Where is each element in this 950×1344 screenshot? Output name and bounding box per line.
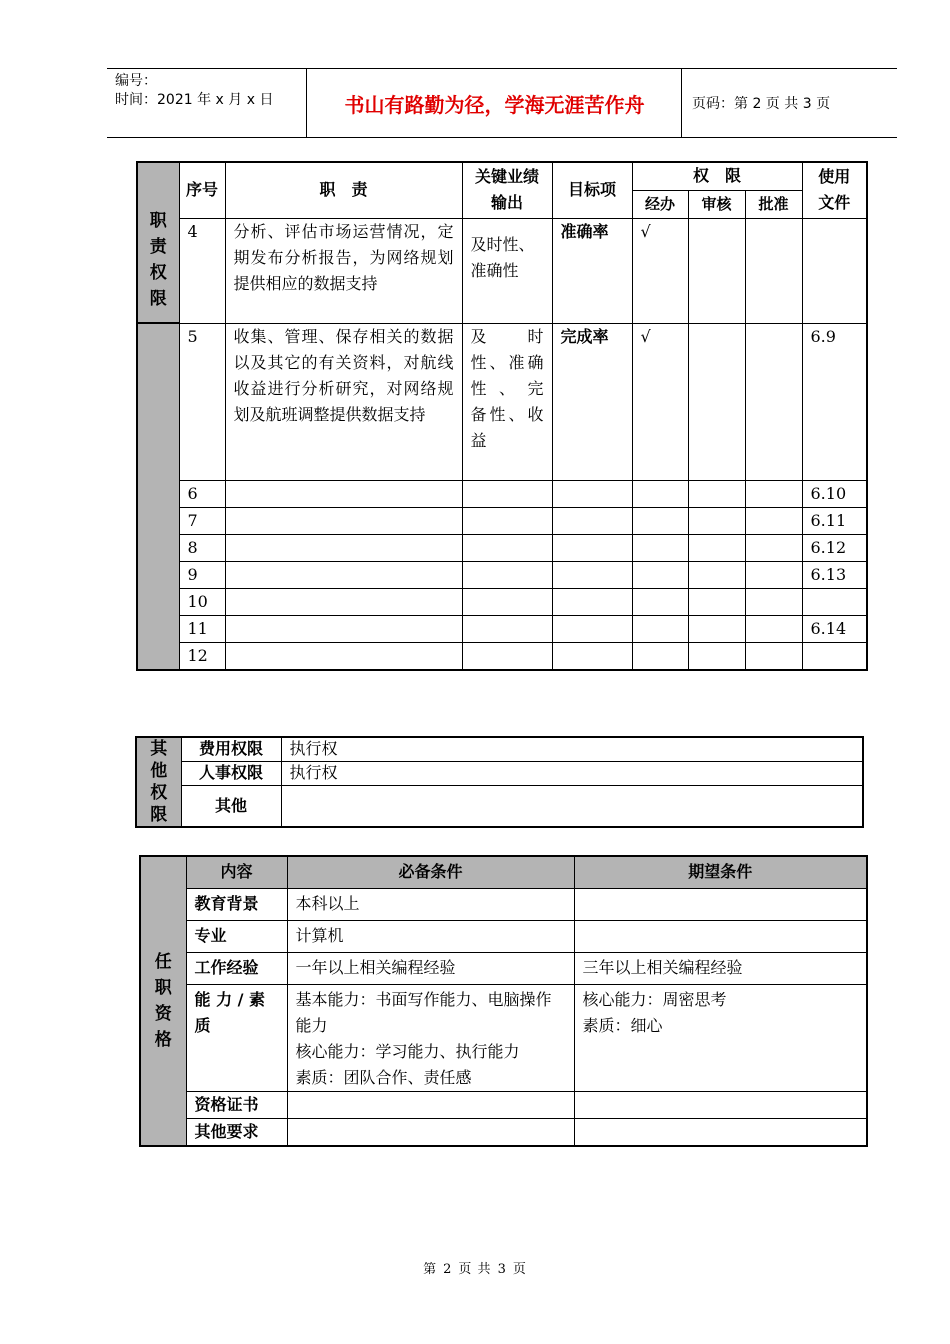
row-target: 完成率 <box>552 323 632 480</box>
row-kpi <box>462 642 552 670</box>
col-expected: 期望条件 <box>574 856 867 888</box>
row-kpi: 及 时性、准确性、完 备性、收益 <box>462 323 552 480</box>
qual-expected: 核心能力：周密思考 素质：细心 <box>574 984 867 1091</box>
row-seq: 10 <box>179 588 225 615</box>
doc-code: 编号： <box>115 73 157 89</box>
row-review <box>688 561 745 588</box>
footer-page-number: 2 <box>443 1262 453 1277</box>
qualifications-table <box>139 855 868 1147</box>
row-approve <box>745 218 802 323</box>
qual-label: 资格证书 <box>186 1091 287 1118</box>
row-seq: 5 <box>179 323 225 480</box>
doc-time: 时间：2021 年 x 月 x 日 <box>115 92 274 108</box>
col-kpi: 关键业绩输出 <box>462 162 552 218</box>
qual-required: 计算机 <box>287 920 574 952</box>
qual-label: 其他要求 <box>186 1118 287 1146</box>
other-rights-label: 人事权限 <box>181 761 281 785</box>
row-duty <box>225 534 462 561</box>
row-kpi: 及时性、准确性 <box>462 218 552 323</box>
row-handle <box>632 480 688 507</box>
col-required: 必备条件 <box>287 856 574 888</box>
row-handle: √ <box>632 218 688 323</box>
row-kpi <box>462 615 552 642</box>
page-footer <box>0 1258 950 1277</box>
row-approve <box>745 480 802 507</box>
other-rights-section-label: 其他权限 <box>136 737 181 827</box>
row-review <box>688 507 745 534</box>
col-seq: 序号 <box>179 162 225 218</box>
row-review <box>688 615 745 642</box>
other-rights-label: 费用权限 <box>181 737 281 761</box>
qual-required: 一年以上相关编程经验 <box>287 952 574 984</box>
qual-expected <box>574 888 867 920</box>
row-seq: 6 <box>179 480 225 507</box>
row-seq: 7 <box>179 507 225 534</box>
qualifications-section-label: 任职资格 <box>140 856 186 1146</box>
row-kpi <box>462 507 552 534</box>
qual-label: 教育背景 <box>186 888 287 920</box>
row-approve <box>745 507 802 534</box>
row-approve <box>745 642 802 670</box>
row-review <box>688 534 745 561</box>
row-handle <box>632 615 688 642</box>
row-seq: 11 <box>179 615 225 642</box>
row-doc: 6.11 <box>802 507 867 534</box>
other-rights-table <box>135 736 864 828</box>
row-target <box>552 642 632 670</box>
row-doc: 6.10 <box>802 480 867 507</box>
row-approve <box>745 323 802 480</box>
row-seq: 9 <box>179 561 225 588</box>
row-handle <box>632 507 688 534</box>
row-target <box>552 480 632 507</box>
footer-prefix: 第 <box>423 1262 438 1277</box>
row-doc: 6.9 <box>802 323 867 480</box>
col-target: 目标项 <box>552 162 632 218</box>
row-doc: 6.14 <box>802 615 867 642</box>
row-handle <box>632 561 688 588</box>
header-meta <box>107 69 307 137</box>
row-approve <box>745 561 802 588</box>
row-approve <box>745 588 802 615</box>
row-handle: √ <box>632 323 688 480</box>
header-page: 页码：第 2 页 共 3 页 <box>692 96 831 112</box>
row-target <box>552 561 632 588</box>
other-rights-value: 执行权 <box>281 761 863 785</box>
qual-label: 能 力 / 素质 <box>186 984 287 1091</box>
row-duty <box>225 588 462 615</box>
col-handle: 经办 <box>632 190 688 218</box>
row-doc <box>802 588 867 615</box>
row-duty <box>225 615 462 642</box>
col-review: 审核 <box>688 190 745 218</box>
row-duty: 收集、管理、保存相关的数据以及其它的有关资料，对航线收益进行分析研究，对网络规划及航班调整提供数据支持 <box>225 323 462 480</box>
row-review <box>688 218 745 323</box>
duties-section-bottom <box>137 323 179 670</box>
other-rights-value <box>281 785 863 827</box>
row-kpi <box>462 480 552 507</box>
row-review <box>688 323 745 480</box>
col-authority: 权 限 <box>632 162 802 190</box>
qual-required <box>287 1118 574 1146</box>
row-approve <box>745 615 802 642</box>
qual-label: 工作经验 <box>186 952 287 984</box>
header-motto: 书山有路勤为径，学海无涯苦作舟 <box>308 69 682 137</box>
row-target <box>552 534 632 561</box>
qual-expected <box>574 920 867 952</box>
row-handle <box>632 642 688 670</box>
row-kpi <box>462 534 552 561</box>
row-kpi <box>462 588 552 615</box>
row-review <box>688 480 745 507</box>
col-docs: 使用文件 <box>802 162 867 218</box>
row-duty <box>225 642 462 670</box>
row-handle <box>632 588 688 615</box>
qual-required: 本科以上 <box>287 888 574 920</box>
qual-expected <box>574 1118 867 1146</box>
footer-suffix: 页 <box>512 1262 527 1277</box>
row-duty <box>225 507 462 534</box>
col-approve: 批准 <box>745 190 802 218</box>
other-rights-value: 执行权 <box>281 737 863 761</box>
row-doc <box>802 642 867 670</box>
row-doc <box>802 218 867 323</box>
col-content: 内容 <box>186 856 287 888</box>
qual-expected: 三年以上相关编程经验 <box>574 952 867 984</box>
row-duty <box>225 561 462 588</box>
row-review <box>688 642 745 670</box>
page-header <box>107 68 897 138</box>
row-target <box>552 615 632 642</box>
footer-middle: 页 共 <box>458 1262 492 1277</box>
row-kpi <box>462 561 552 588</box>
row-handle <box>632 534 688 561</box>
row-target: 准确率 <box>552 218 632 323</box>
qual-required <box>287 1091 574 1118</box>
col-duty: 职 责 <box>225 162 462 218</box>
qual-label: 专业 <box>186 920 287 952</box>
row-seq: 4 <box>179 218 225 323</box>
row-target <box>552 507 632 534</box>
duties-table <box>136 161 868 671</box>
footer-total-pages: 3 <box>497 1262 507 1277</box>
row-doc: 6.13 <box>802 561 867 588</box>
row-review <box>688 588 745 615</box>
row-seq: 12 <box>179 642 225 670</box>
row-duty: 分析、评估市场运营情况，定期发布分析报告，为网络规划提供相应的数据支持 <box>225 218 462 323</box>
qual-expected <box>574 1091 867 1118</box>
row-seq: 8 <box>179 534 225 561</box>
row-target <box>552 588 632 615</box>
duties-section-label: 职责权限 <box>137 218 179 323</box>
row-duty <box>225 480 462 507</box>
row-doc: 6.12 <box>802 534 867 561</box>
row-approve <box>745 534 802 561</box>
other-rights-label: 其他 <box>181 785 281 827</box>
qual-required: 基本能力：书面写作能力、电脑操作能力 核心能力：学习能力、执行能力 素质：团队合作、责任感 <box>287 984 574 1091</box>
